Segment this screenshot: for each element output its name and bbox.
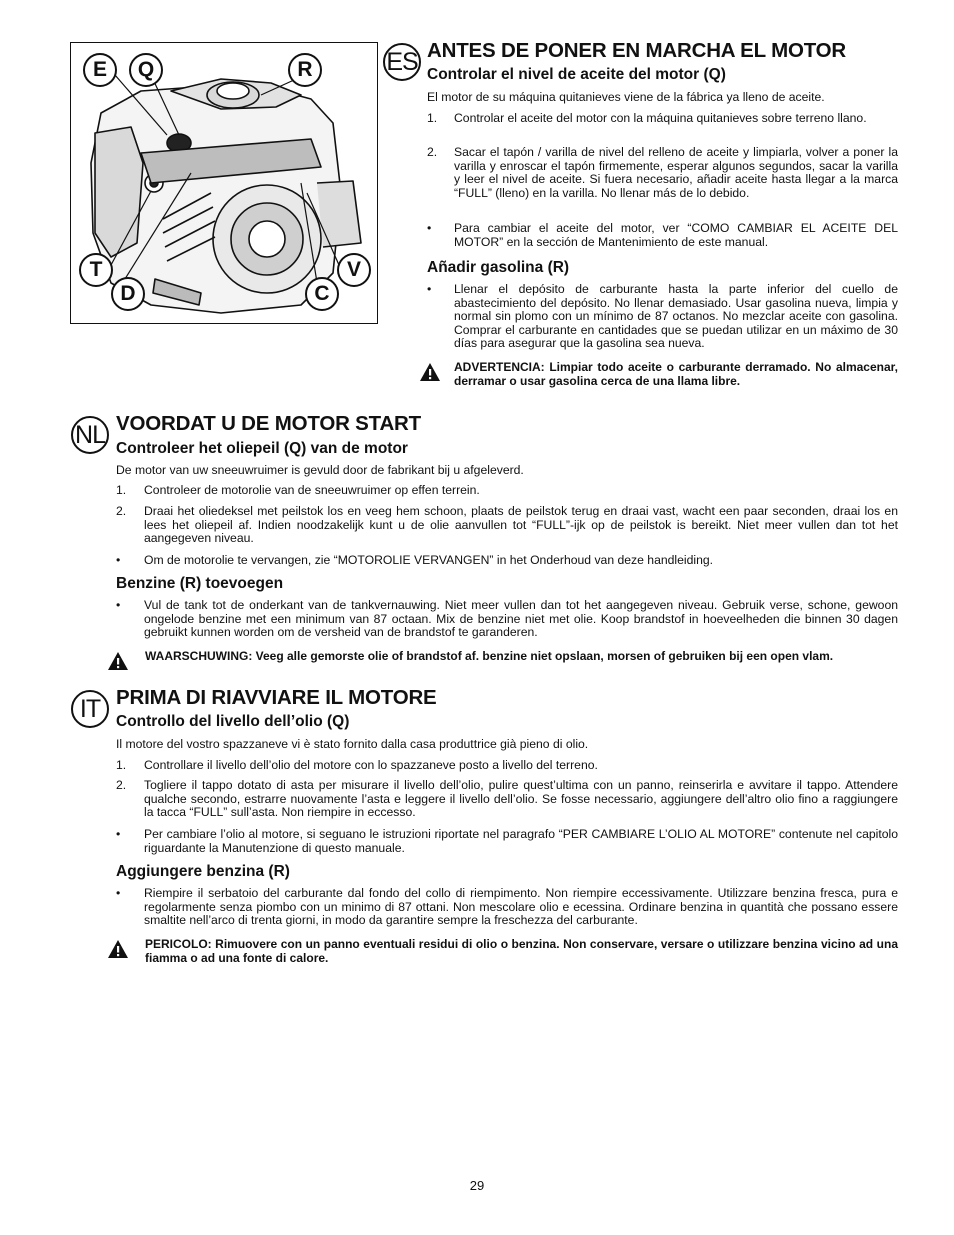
language-badge-nl: NL [71, 416, 109, 454]
engine-figure [70, 42, 378, 324]
es-section-title: ANTES DE PONER EN MARCHA EL MOTOR [427, 39, 846, 62]
bullet-marker: • [116, 553, 121, 567]
bullet-marker: • [116, 598, 121, 612]
step-text: Togliere il tappo dotato di asta per misurare il livello dell’olio, pulire quest’ultima con un panno, reinserirla e avvitare il tappo. Attendere qualche secondo, estrarre nuovamente l’asta e leggere il livello dell’olio. Se fosse necessario, aggiungere dell’altro olio fino a raggiungere la tacca “FULL” sull’asta. Non riempire in eccesso. [144, 778, 898, 820]
bullet-text: Para cambiar el aceite del motor, ver “COMO CAMBIAR EL ACEITE DEL MOTOR” en la sección de Mantenimiento de este manual. [454, 221, 898, 249]
callout-t: T [79, 253, 113, 287]
callout-v: V [337, 253, 371, 287]
bullet-marker: • [427, 282, 432, 296]
warning-icon [107, 939, 129, 959]
language-badge-it: IT [71, 690, 109, 728]
warning-icon [419, 362, 441, 382]
nl-oil-bullet [116, 554, 898, 568]
nl-fuel-heading: Benzine (R) toevoegen [116, 575, 284, 592]
es-oil-step-2 [427, 146, 898, 200]
callout-q: Q [129, 53, 163, 87]
nl-oil-step-1 [116, 484, 898, 498]
step-marker: 1. [116, 758, 127, 772]
it-oil-step-1 [116, 759, 898, 773]
bullet-text: Om de motorolie te vervangen, zie “MOTOROLIE VERVANGEN” in het Onderhoud van deze handleiding. [144, 553, 714, 567]
es-oil-step-1 [427, 112, 898, 126]
warning-icon [107, 651, 129, 671]
bullet-text: Llenar el depósito de carburante hasta la parte inferior del cuello de abastecimiento del depósito. No llenar demasiado. Usar gasolina nueva, limpia y normal sin plomo con un mínimo de 87 octanos. No mezclar aceite con gasolina. Comprar el carburante en cantidades que se puedan utilizar en un máximo de 30 días para asegurar que la gasolina sea nueva. [454, 282, 898, 351]
nl-oil-heading: Controleer het oliepeil (Q) van de motor [116, 440, 408, 457]
callout-c: C [305, 277, 339, 311]
nl-oil-intro: De motor van uw sneeuwruimer is gevuld door de fabrikant bij u afgeleverd. [116, 463, 524, 477]
step-marker: 2. [427, 145, 438, 159]
step-text: Sacar el tapón / varilla de nivel del relleno de aceite y limpiarla, volver a poner la varilla y enroscar el tapón firmemente, esperar algunos segundos, sacar la varilla y leer el nivel de aceite. Si fuera necesario, añadir aceite hasta llegar a la marca “FULL” (lleno) en la varilla. No llenar más de lo debido. [454, 145, 898, 200]
step-text: Controllare il livello dell’olio del motore con lo spazzaneve posto a livello del terreno. [144, 758, 598, 772]
es-warning: ADVERTENCIA: Limpiar todo aceite o carburante derramado. No almacenar, derramar o usar gasolina cerca de una llama libre. [454, 360, 898, 388]
bullet-text: Riempire il serbatoio del carburante dal fondo del collo di riempimento. Non riempire eccessivamente. Utilizzare benzina fresca, pura e regolarmente senza piombo con un minimo di 87 ottani. Non mescolare olio e ecessina. Ordinare benzina in quantità che possano essere smaltite nell’arco di trenta giorni, in modo da garantire sempre la freschezza del carburante. [144, 886, 898, 928]
es-fuel-bullet [427, 283, 898, 351]
es-oil-bullet [427, 222, 898, 249]
es-fuel-heading: Añadir gasolina (R) [427, 259, 570, 276]
language-badge-es: ES [383, 43, 421, 81]
callout-r: R [288, 53, 322, 87]
bullet-text: Per cambiare l’olio al motore, si seguano le istruzioni riportate nel paragrafo “PER CAMBIARE L’OLIO AL MOTORE” contenute nel capitolo riguardante la Manutenzione di questo manuale. [144, 827, 898, 855]
nl-oil-step-2 [116, 505, 898, 546]
it-oil-bullet [116, 828, 898, 855]
step-text: Controlar el aceite del motor con la máquina quitanieves sobre terreno llano. [454, 111, 867, 125]
es-oil-intro: El motor de su máquina quitanieves viene de la fábrica ya lleno de aceite. [427, 90, 825, 104]
step-marker: 1. [116, 483, 127, 497]
nl-warning: WAARSCHUWING: Veeg alle gemorste olie of brandstof af. benzine niet opslaan, morsen of gebruiken bij een open vlam. [145, 649, 834, 663]
step-text: Draai het oliedeksel met peilstok los en veeg hem schoon, plaats de peilstok terug en draai vast, wacht een paar seconden, draai los en lees het oliepeil af. Indien noodzakelijk kunt u de olie aanvullen tot “FULL”-ijk op de peilstok is bereikt. Niet meer vullen dan tot het aangegeven niveau. [144, 504, 898, 546]
bullet-marker: • [116, 827, 121, 841]
it-warning: PERICOLO: Rimuovere con un panno eventuali residui di olio o benzina. Non conservare, versare o utilizzare benzina vicino ad una fiamma o ad una fonte di calore. [145, 937, 898, 965]
bullet-marker: • [116, 886, 121, 900]
bullet-marker: • [427, 221, 432, 235]
it-oil-step-2 [116, 779, 898, 820]
it-oil-intro: Il motore del vostro spazzaneve vi è stato fornito dalla casa produttrice già pieno di olio. [116, 737, 589, 751]
step-text: Controleer de motorolie van de sneeuwruimer op effen terrein. [144, 483, 480, 497]
es-oil-heading: Controlar el nivel de aceite del motor (Q) [427, 66, 726, 83]
callout-e: E [83, 53, 117, 87]
it-fuel-bullet [116, 887, 898, 928]
nl-fuel-bullet [116, 599, 898, 640]
bullet-text: Vul de tank tot de onderkant van de tankvernauwing. Niet meer vullen dan tot het aangegeven niveau. Gebruik verse, schone, gewoon ongelode benzine met een minimum van 87 octaan. Mix de benzine niet met olie. Koop brandstof in hoeveelheden die binnen 30 dagen gebruikt kunnen worden om de versheid van de brandstof te garanderen. [144, 598, 898, 640]
page-number: 29 [469, 1178, 485, 1193]
step-marker: 1. [427, 111, 438, 125]
it-oil-heading: Controllo del livello dell’olio (Q) [116, 713, 350, 730]
step-marker: 2. [116, 504, 127, 518]
nl-section-title: VOORDAT U DE MOTOR START [116, 412, 421, 435]
it-fuel-heading: Aggiungere benzina (R) [116, 863, 290, 880]
callout-d: D [111, 277, 145, 311]
it-section-title: PRIMA DI RIAVVIARE IL MOTORE [116, 686, 437, 709]
step-marker: 2. [116, 778, 127, 792]
